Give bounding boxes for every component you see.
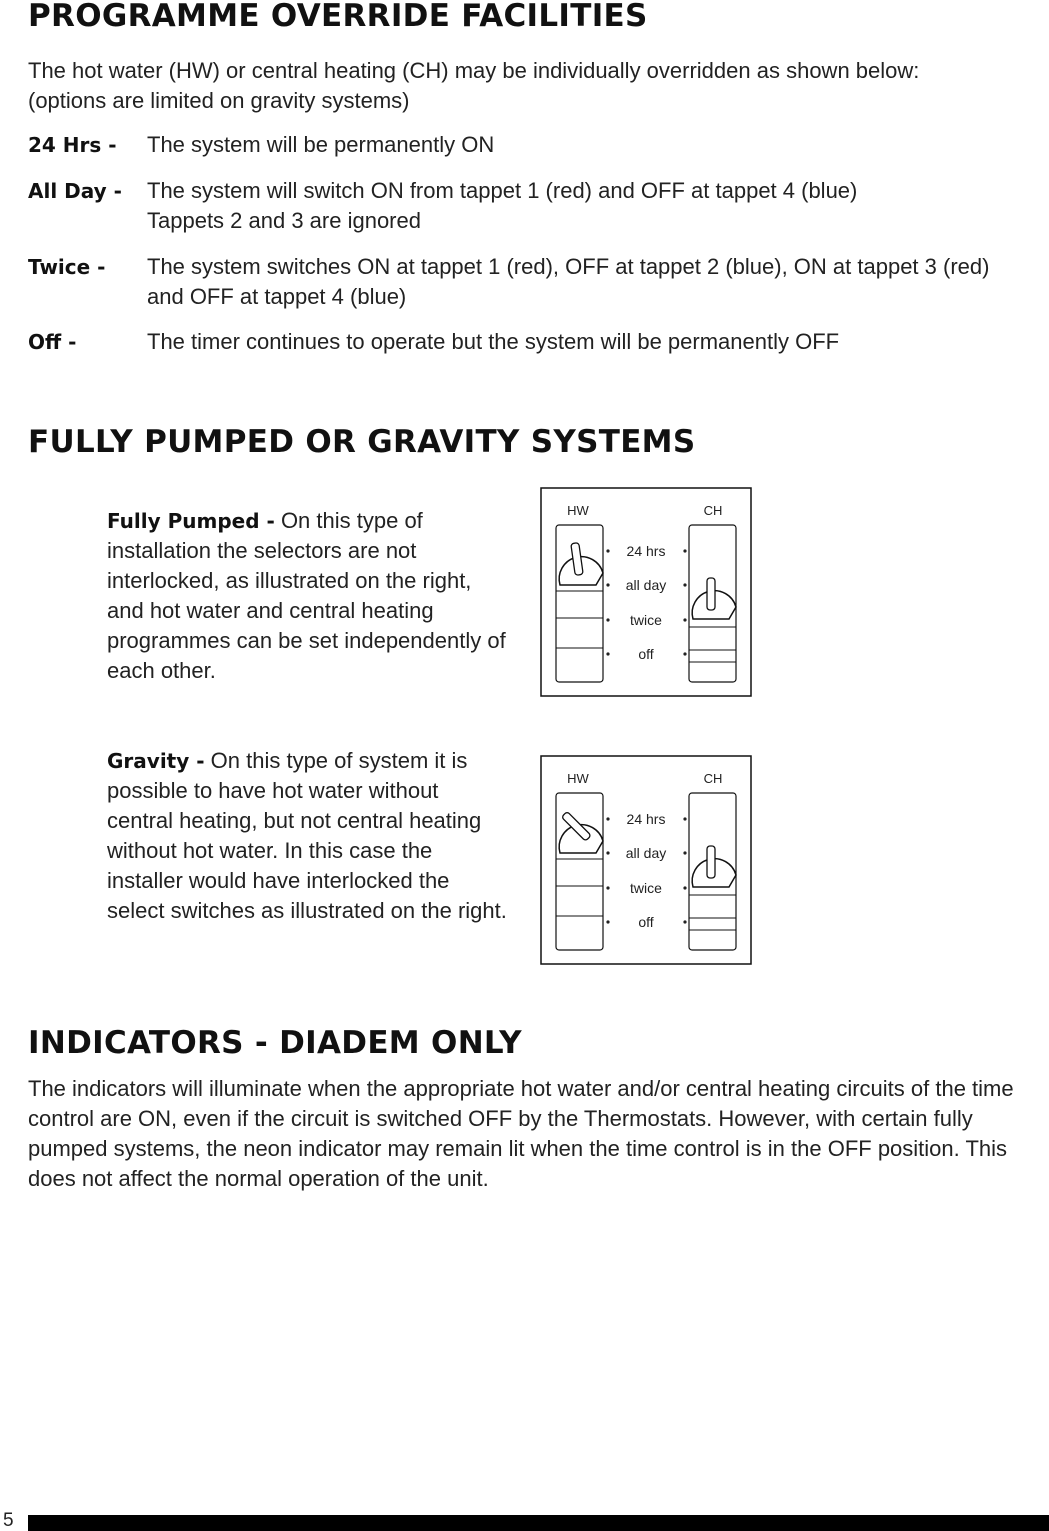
indicators-text: The indicators will illuminate when the appropriate hot water and/or central heating circuits of the time control are ON, even if the circuit is switched OFF by the Thermostats. However, with certain fully pumped systems, the neon indicator may remain lit when the time control is in the OFF position. This does not affect the normal operation of the unit.	[28, 1076, 1014, 1191]
gravity-term: Gravity -	[107, 749, 205, 773]
pumped-text: On this type of installation the selectors are not interlocked, as illustrated on the right, and hot water and central heating programmes can be set independently of each other.	[107, 508, 506, 683]
gravity-description	[107, 746, 507, 926]
option-desc-line: Tappets 2 and 3 are ignored	[147, 208, 421, 233]
option-desc-line: and OFF at tappet 4 (blue)	[147, 284, 407, 309]
intro-line-1: The hot water (HW) or central heating (CH) may be individually overridden as shown below:	[28, 58, 920, 83]
option-term: Twice -	[28, 255, 106, 279]
mode-label-twice: twice	[630, 880, 662, 896]
option-term: 24 Hrs -	[28, 133, 117, 157]
option-desc-line: The system will switch ON from tappet 1 (red) and OFF at tappet 4 (blue)	[147, 178, 858, 203]
section-title-indicators: INDICATORS - DIADEM ONLY	[28, 1025, 522, 1061]
mode-label-all-day: all day	[625, 577, 667, 593]
option-term: Off -	[28, 330, 77, 354]
option-off	[28, 327, 1038, 357]
pumped-selector-diagram	[540, 487, 752, 698]
gravity-selector-diagram	[540, 755, 752, 966]
footer-bar	[28, 1515, 1049, 1531]
page-number: 5	[3, 1510, 14, 1531]
mode-label-24hrs: 24 hrs	[626, 811, 666, 827]
option-term: All Day -	[28, 179, 122, 203]
gravity-text: On this type of system it is possible to have hot water without central heating, but not central heating without hot water. In this case the installer would have interlocked the select switches as illustrated on the right.	[107, 748, 507, 923]
hw-label: HW	[567, 503, 589, 518]
mode-label-all-day: all day	[625, 845, 667, 861]
option-desc: The timer continues to operate but the system will be permanently OFF	[147, 329, 840, 354]
section-title-systems: FULLY PUMPED OR GRAVITY SYSTEMS	[28, 424, 696, 460]
option-all-day	[28, 176, 1038, 236]
mode-label-twice: twice	[630, 612, 662, 628]
option-desc-line: The system switches ON at tappet 1 (red), OFF at tappet 2 (blue), ON at tappet 3 (red)	[147, 254, 990, 279]
section-title-override: PROGRAMME OVERRIDE FACILITIES	[28, 0, 648, 34]
ch-label: CH	[703, 771, 723, 786]
mode-label-off: off	[638, 914, 654, 930]
option-twice	[28, 252, 1038, 312]
mode-label-off: off	[638, 646, 654, 662]
option-desc: The system will be permanently ON	[147, 132, 495, 157]
ch-label: CH	[703, 503, 723, 518]
option-24hrs	[28, 130, 1038, 160]
intro-line-2: (options are limited on gravity systems)	[28, 88, 410, 113]
hw-label: HW	[567, 771, 589, 786]
pumped-term: Fully Pumped -	[107, 509, 275, 533]
pumped-description	[107, 506, 507, 686]
mode-label-24hrs: 24 hrs	[626, 543, 666, 559]
